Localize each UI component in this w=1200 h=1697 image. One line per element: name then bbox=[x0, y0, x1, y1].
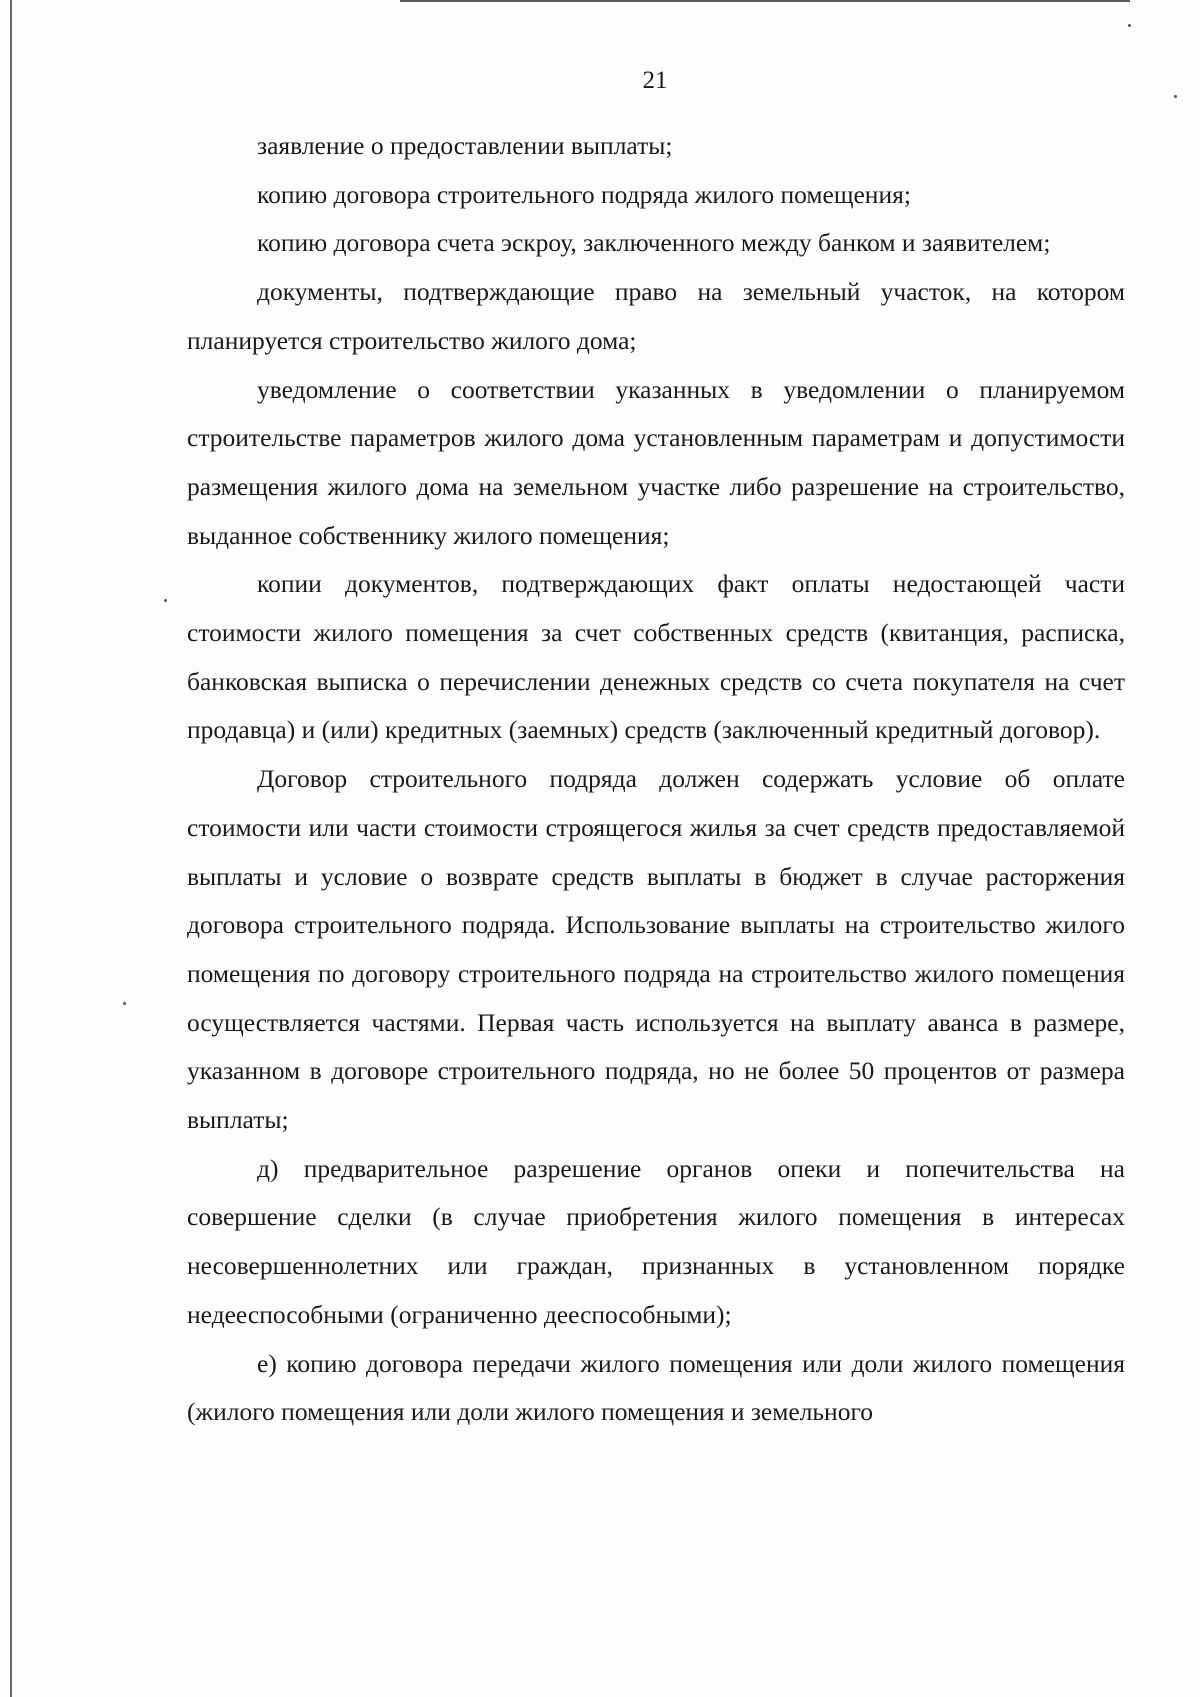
page-number: 21 bbox=[642, 67, 668, 94]
scan-speck bbox=[1128, 24, 1131, 27]
paragraph: копии документов, подтверждающих факт оплаты недостающей части стоимости жилого помещения за счет собственных средств (квитанция, расписка, банковская выписка о перечислении денежных средств со счета покупателя на счет продавца) и (или) кредитных (заемных) средств (заключенный кредитный договор). bbox=[187, 569, 1125, 745]
paragraph: уведомление о соответствии указанных в уведомлении о планируемом строительстве параметров жилого дома установленным параметрам и допустимости размещения жилого дома на земельном участке либо разрешение на строительство, выданное собственнику жилого помещения; bbox=[187, 374, 1125, 550]
paragraph: копию договора счета эскроу, заключенного между банком и заявителем; bbox=[257, 228, 1051, 258]
document-body bbox=[187, 122, 1125, 1437]
paragraph: Договор строительного подряда должен содержать условие об оплате стоимости или части стоимости строящегося жилья за счет средств предоставляемой выплаты и условие о возврате средств выплаты в бюджет в случае расторжения договора строительного подряда. Использование выплаты на строительство жилого помещения по договору строительного подряда на строительство жилого помещения осуществляется частями. Первая часть используется на выплату аванса в размере, указанном в договоре строительного подряда, но не более 50 процентов от размера выплаты; bbox=[187, 764, 1125, 1135]
scan-left-border bbox=[10, 0, 12, 1697]
paragraph: документы, подтверждающие право на земельный участок, на котором планируется строительство жилого дома; bbox=[187, 277, 1125, 355]
paragraph: д) предварительное разрешение органов опеки и попечительства на совершение сделки (в случае приобретения жилого помещения в интересах несовершеннолетних или граждан, признанных в установленном порядке недееспособными (ограниченно дееспособными); bbox=[187, 1153, 1125, 1329]
paragraph: е) копию договора передачи жилого помещения или доли жилого помещения (жилого помещения или доли жилого помещения и земельного bbox=[187, 1348, 1125, 1427]
paragraph: копию договора строительного подряда жилого помещения; bbox=[257, 179, 911, 209]
scan-speck bbox=[164, 599, 167, 602]
scan-speck bbox=[123, 1002, 126, 1005]
scan-top-border bbox=[400, 0, 1130, 2]
paragraph: заявление о предоставлении выплаты; bbox=[257, 131, 673, 160]
